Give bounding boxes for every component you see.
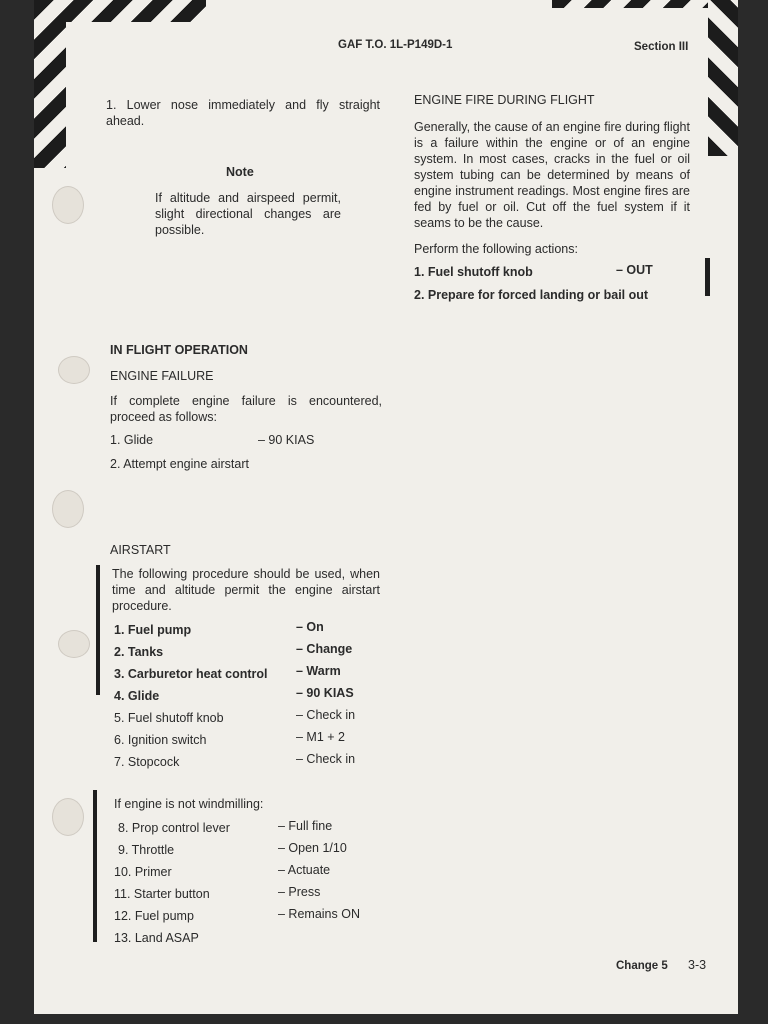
fire-heading: ENGINE FIRE DURING FLIGHT (414, 93, 595, 107)
airstart-heading: AIRSTART (110, 543, 171, 557)
doc-id: GAF T.O. 1L-P149D-1 (338, 39, 453, 51)
punch-hole (52, 186, 84, 224)
windmill-step-label: 12. Fuel pump (114, 909, 194, 923)
airstart-step-label: 7. Stopcock (114, 755, 180, 769)
windmill-step-value: – Full fine (278, 819, 333, 833)
ef-step-label: 2. Attempt engine airstart (110, 457, 249, 471)
windmill-step-value: – Actuate (278, 863, 331, 877)
note-text: If altitude and airspeed permit, slight directional changes are possible. (155, 191, 341, 237)
punch-hole (58, 630, 90, 658)
airstart-step-value: – Warm (296, 664, 341, 678)
step-lower-nose: 1. Lower nose immediately and fly straight ahead. (106, 98, 380, 128)
airstart-step-label: 3. Carburetor heat control (114, 667, 268, 681)
change-bar (96, 565, 100, 695)
ef-step-label: 1. Glide (110, 433, 154, 447)
windmill-step-value: – Remains ON (278, 907, 360, 921)
punch-hole (58, 356, 90, 384)
perform-text: Perform the following actions: (414, 242, 578, 256)
airstart-step-value: – 90 KIAS (296, 686, 354, 700)
fire-step-label: 2. Prepare for forced landing or bail out (414, 288, 649, 302)
engine-failure-heading: ENGINE FAILURE (110, 369, 214, 383)
engine-failure-intro: If complete engine failure is encountered, proceed as follows: (110, 394, 382, 424)
fire-step-label: 1. Fuel shutoff knob (414, 265, 533, 279)
note-title: Note (226, 165, 254, 179)
windmill-intro: If engine is not windmilling: (114, 797, 264, 811)
section-label: Section III (634, 41, 689, 53)
airstart-step-label: 4. Glide (114, 689, 160, 703)
airstart-step-value: – On (296, 620, 324, 634)
punch-hole (52, 798, 84, 836)
in-flight-heading: IN FLIGHT OPERATION (110, 343, 248, 357)
page-number: 3-3 (688, 958, 707, 972)
airstart-step-label: 2. Tanks (114, 645, 164, 659)
punch-hole (52, 490, 84, 528)
windmill-step-label: 11. Starter button (114, 887, 210, 901)
change-bar (93, 790, 97, 942)
hazard-stripes-left (34, 0, 66, 168)
windmill-step-label: 10. Primer (114, 865, 172, 879)
airstart-step-value: – Check in (296, 752, 356, 766)
windmill-step-value: – Press (278, 885, 321, 899)
hazard-stripes-right (708, 0, 738, 156)
airstart-step-label: 1. Fuel pump (114, 623, 192, 637)
change-label: Change 5 (616, 960, 668, 972)
airstart-step-value: – M1 + 2 (296, 730, 345, 744)
ef-step-value: – 90 KIAS (258, 433, 315, 447)
airstart-intro: The following procedure should be used, when time and altitude permit the engine airstart procedure. (112, 567, 380, 613)
fire-step-value: – OUT (616, 263, 653, 277)
windmill-step-label: 13. Land ASAP (114, 931, 199, 945)
airstart-step-value: – Check in (296, 708, 356, 722)
windmill-step-label: 8. Prop control lever (118, 821, 230, 835)
windmill-step-value: – Open 1/10 (278, 841, 347, 855)
fire-text: Generally, the cause of an engine fire during flight is a failure within the engine or of an engine system. In most cases, cracks in the fuel or oil system tubing can be determined by means of engine instrument readings. Most engine fires are fed by fuel or oil. Cut off the fuel system if it seams to be the cause. (414, 120, 690, 230)
airstart-step-label: 5. Fuel shutoff knob (114, 711, 224, 725)
airstart-step-label: 6. Ignition switch (114, 733, 207, 747)
windmill-step-label: 9. Throttle (118, 843, 175, 857)
change-bar (705, 258, 710, 296)
airstart-step-value: – Change (296, 642, 353, 656)
